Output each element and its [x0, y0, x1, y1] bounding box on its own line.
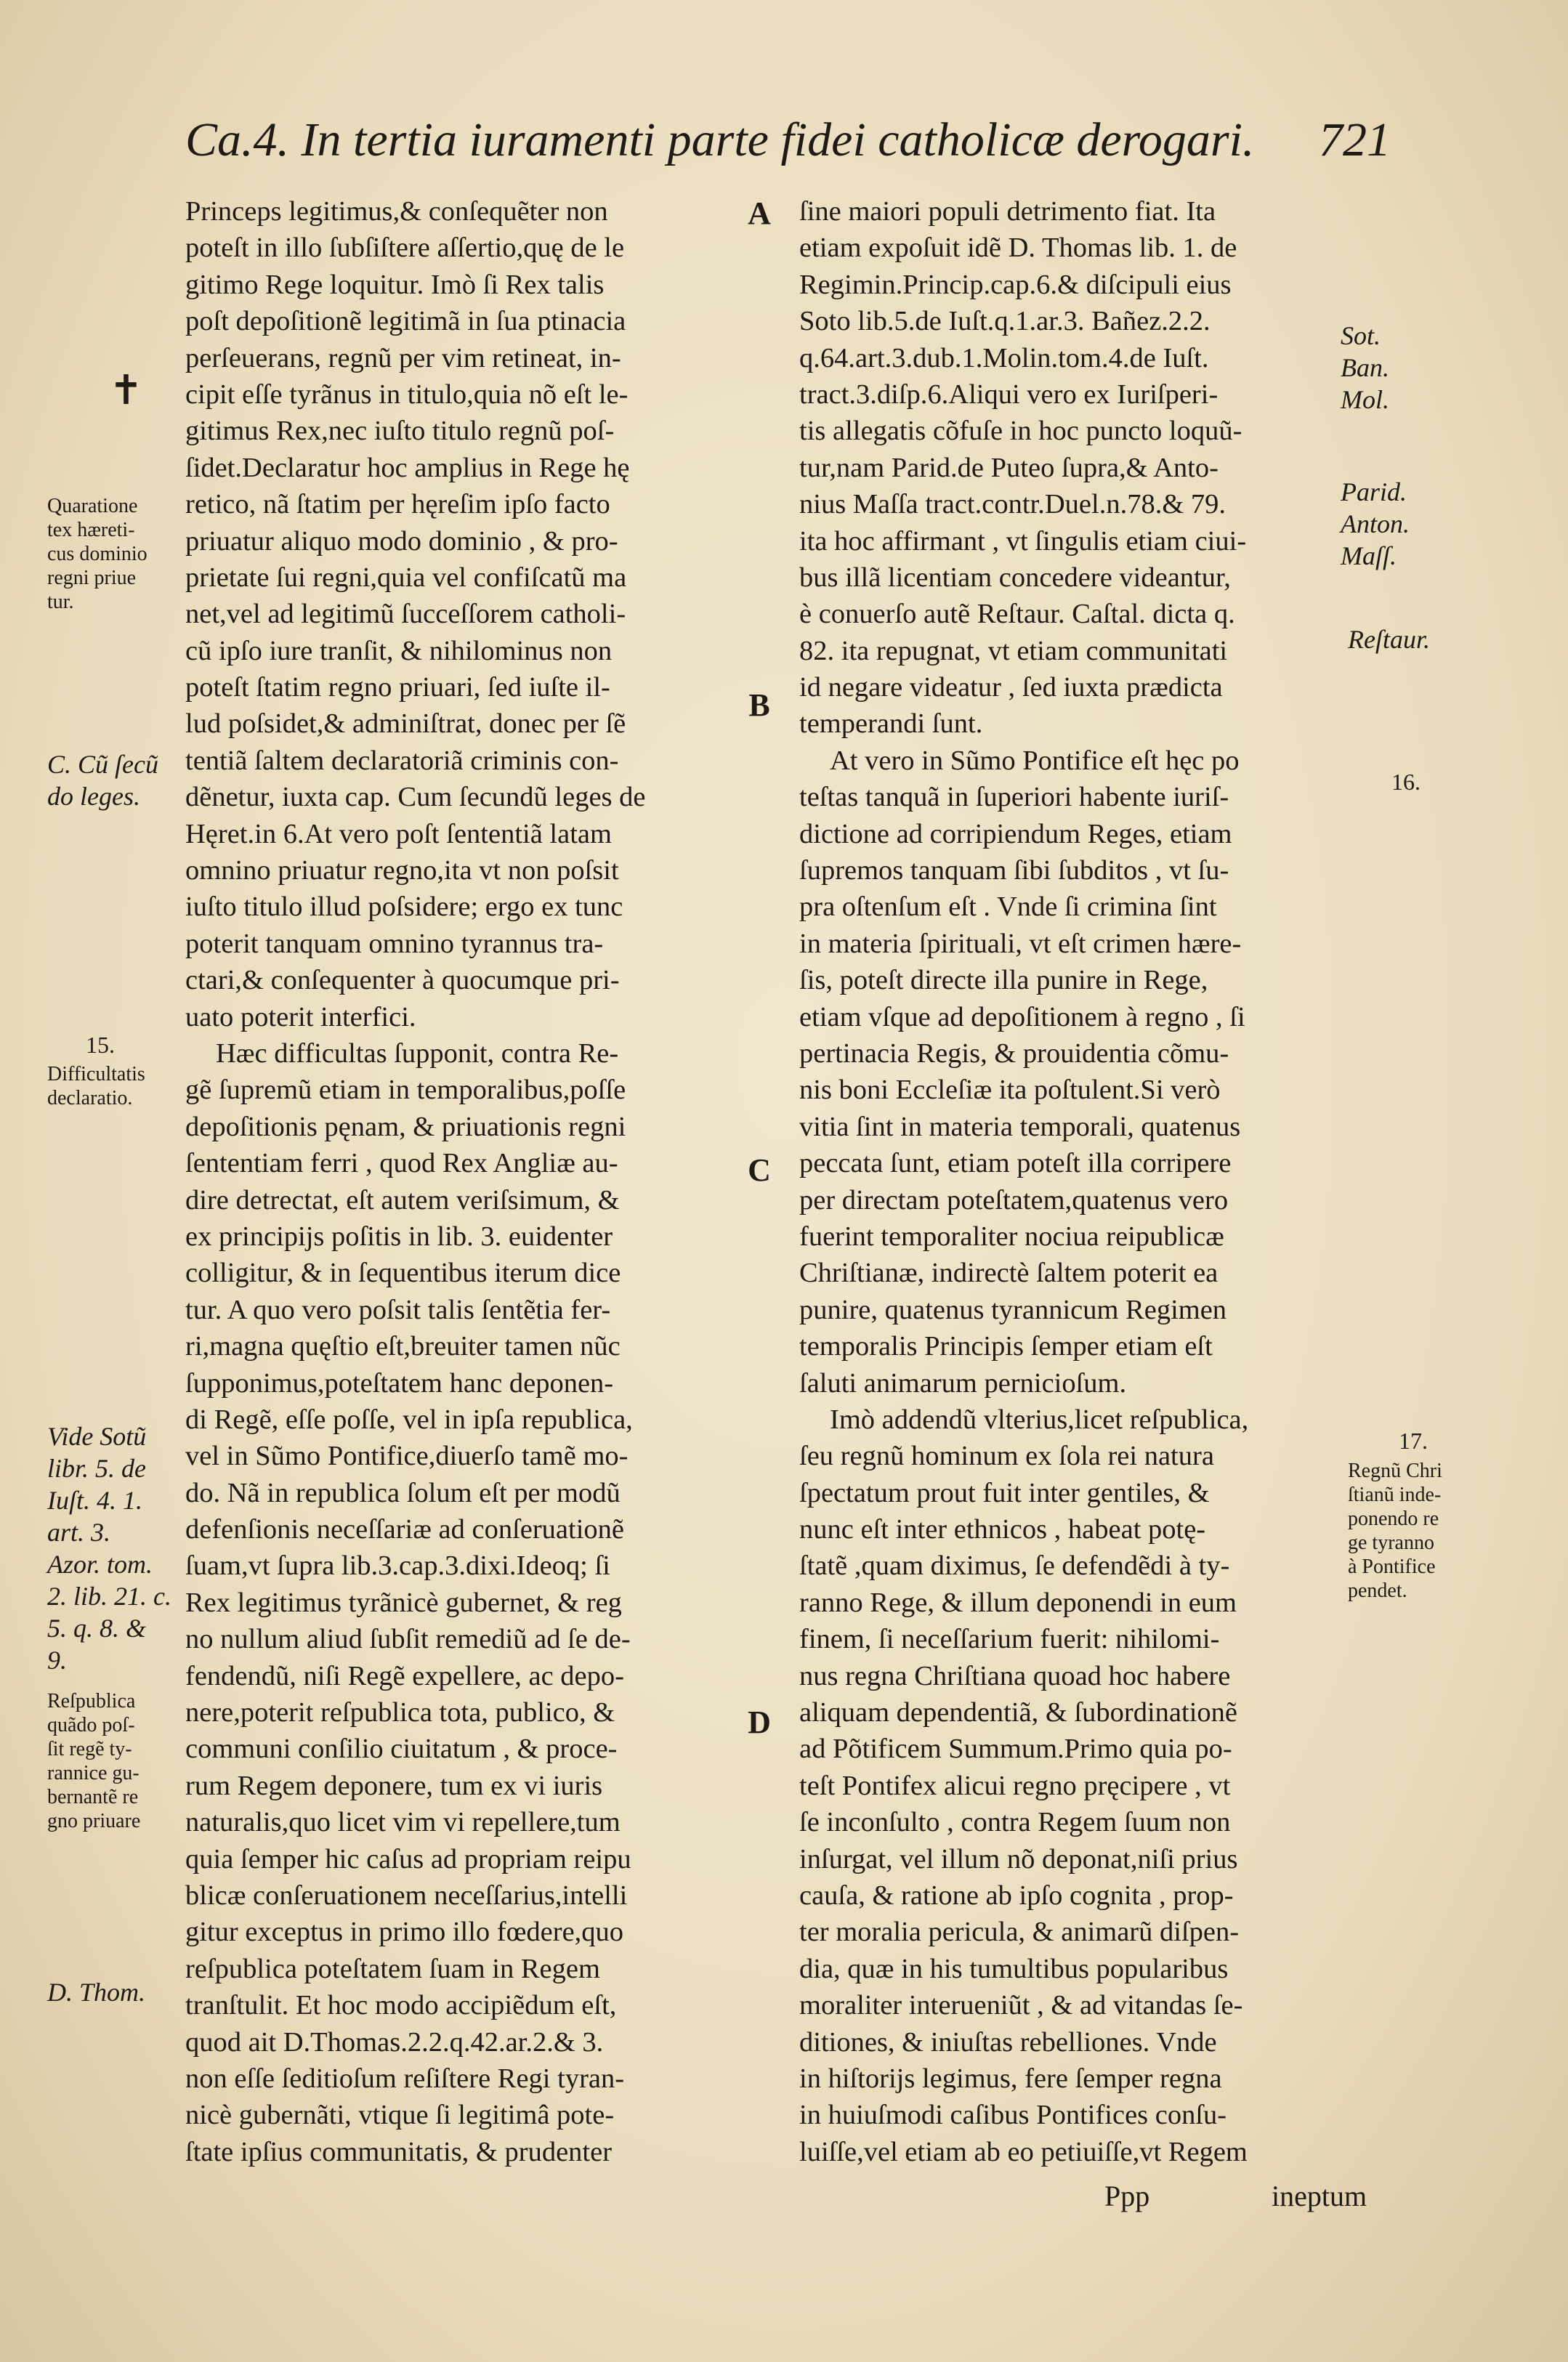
margin-note-line: ponendo re	[1348, 1508, 1439, 1530]
margin-note-line: Sot.	[1341, 321, 1381, 350]
margin-ref-thomas: D. Thom.	[47, 1978, 146, 2007]
margin-note-line: 2. lib. 21. c.	[47, 1582, 171, 1611]
margin-note-line: Parid.	[1341, 477, 1407, 506]
text-line: gitur exceptus in primo illo fœdere,quo	[185, 1917, 624, 1948]
margin-note-line: Maſſ.	[1341, 541, 1397, 570]
text-line: in huiuſmodi caſibus Pontifices conſu-	[799, 2100, 1227, 2131]
margin-refs-sot-ban-mol	[1341, 320, 1389, 416]
margin-note-line: Ban.	[1341, 353, 1389, 382]
text-line: retico, nã ſtatim per hęreſim ipſo facto	[185, 489, 610, 520]
text-line: bus illã licentiam concedere videantur,	[799, 562, 1231, 593]
text-line: At vero in Sũmo Pontifice eſt hęc po	[830, 745, 1240, 776]
text-line: pertinacia Regis, & prouidentia cõmu-	[799, 1038, 1229, 1069]
section-letter-c: C	[748, 1152, 771, 1188]
text-line: net,vel ad legitimũ ſucceſſorem catholi-	[185, 599, 626, 630]
text-line: poſt depoſitionẽ legitimã in ſua ptinacia	[185, 306, 626, 337]
text-line: uato poterit interfici.	[185, 1001, 416, 1032]
text-line: ex principijs poſitis in lib. 3. euidenter	[185, 1221, 613, 1252]
text-line: blicæ conſeruationem neceſſarius,intelli	[185, 1880, 628, 1911]
text-line: q.64.art.3.dub.1.Molin.tom.4.de Iuſt.	[799, 342, 1209, 373]
margin-note-line: quãdo poſ-	[47, 1714, 135, 1736]
text-line: ſine maiori populi detrimento fiat. Ita	[799, 196, 1216, 227]
text-line: vel in Sũmo Pontifice,diuerſo tamẽ mo-	[185, 1441, 629, 1472]
text-line: dẽnetur, iuxta cap. Cum ſecundũ leges de	[185, 782, 646, 813]
text-line: ſupponimus,poteſtatem hanc deponen-	[185, 1367, 614, 1399]
margin-note-difficultas	[47, 1062, 145, 1110]
text-line: inſurgat, vel illum nõ deponat,niſi prius	[799, 1843, 1238, 1874]
cross-mark-icon: ✝	[109, 368, 143, 413]
text-line: nere,poterit reſpublica tota, publico, &	[185, 1697, 615, 1728]
text-line: ita hoc affirmant , vt ſingulis etiam ciui-	[799, 525, 1247, 557]
text-line: ri,magna quęſtio eſt,breuiter tamen nũc	[185, 1331, 621, 1362]
section-letter-d: D	[748, 1704, 771, 1740]
margin-note-line: 9.	[47, 1646, 67, 1675]
text-line: cipit eſſe tyrãnus in titulo,quia nõ eſt le-	[185, 379, 629, 410]
text-line: ter moralia pericula, & animarũ diſpen-	[799, 1917, 1240, 1948]
text-line: punire, quatenus tyrannicum Regimen	[799, 1294, 1227, 1325]
text-line: reſpublica poteſtatem ſuam in Regem	[185, 1953, 600, 1984]
text-line: teſt Pontifex alicui regno pręcipere , vt	[799, 1770, 1231, 1801]
text-line: dictione ad corripiendum Reges, etiam	[799, 818, 1232, 849]
text-column-right	[799, 193, 1359, 2170]
text-line: aliquam dependentiã, & ſubordinationẽ	[799, 1697, 1237, 1728]
margin-note-regnum	[1348, 1459, 1442, 1603]
text-line: etiam expoſuit idẽ D. Thomas lib. 1. de	[799, 232, 1237, 264]
margin-number-17: 17.	[1399, 1428, 1428, 1454]
margin-note-line: à Pontifice	[1348, 1556, 1436, 1578]
text-line: dire detrectat, eſt autem veriſsimum, &	[185, 1184, 620, 1216]
text-line: gitimus Rex,nec iuſto titulo regnũ poſ-	[185, 416, 615, 447]
running-header	[185, 108, 1493, 173]
text-line: do. Nã in republica ſolum eſt per modũ	[185, 1477, 621, 1508]
text-line: no nullum aliud ſubſit remediũ ad ſe de-	[185, 1624, 631, 1655]
text-line: poteſt in illo ſubſiſtere aſſertio,quę de le	[185, 232, 625, 264]
text-line: quod ait D.Thomas.2.2.q.42.ar.2.& 3.	[185, 2026, 604, 2058]
text-line: id negare videatur , ſed iuxta prædicta	[799, 672, 1223, 703]
margin-note-line: Azor. tom.	[47, 1550, 153, 1579]
text-line: nis boni Eccleſiæ ita poſtulent.Si verò	[799, 1075, 1221, 1106]
text-line: tur,nam Parid.de Puteo ſupra,& Anto-	[799, 452, 1219, 483]
text-line: tis allegatis cõfuſe in hoc puncto loquũ-	[799, 416, 1242, 447]
text-line: ad Põtificem Summum.Primo quia po-	[799, 1734, 1232, 1765]
margin-note-line: Iuſt. 4. 1.	[47, 1486, 142, 1515]
margin-note-line: Difficultatis	[47, 1063, 145, 1085]
text-line: prietate ſui regni,quia vel confiſcatũ ma	[185, 562, 627, 593]
text-line: ſupremos tanquam ſibi ſubditos , vt ſu-	[799, 855, 1229, 886]
text-line: nus regna Chriſtiana quoad hoc habere	[799, 1660, 1231, 1691]
margin-note-quaratione	[47, 494, 147, 614]
text-line: pra oſtenſum eſt . Vnde ſi crimina ſint	[799, 891, 1217, 923]
text-line: peccata ſunt, etiam poteſt illa corripere	[799, 1148, 1232, 1179]
margin-note-line: Quaratione	[47, 495, 138, 517]
text-line: Imò addendũ vlterius,licet reſpublica,	[830, 1404, 1249, 1435]
text-line: Hęret.in 6.At vero poſt ſententiã latam	[185, 818, 612, 849]
text-line: tranſtulit. Et hoc modo accipiẽdum eſt,	[185, 1990, 617, 2021]
margin-note-line: bernantẽ re	[47, 1786, 139, 1808]
signature-mark: Ppp	[1104, 2180, 1150, 2212]
margin-note-line: regni priue	[47, 567, 137, 589]
text-line: Regimin.Princip.cap.6.& diſcipuli eius	[799, 269, 1232, 300]
text-line: gẽ ſupremũ etiam in temporalibus,poſſe	[185, 1075, 626, 1106]
text-line: dia, quæ in his tumultibus popularibus	[799, 1953, 1229, 1984]
margin-number-16: 16.	[1391, 769, 1421, 795]
margin-number-15: 15.	[86, 1032, 115, 1058]
margin-note-line: Vide Sotũ	[47, 1422, 147, 1451]
margin-note-line: gno priuare	[47, 1810, 141, 1832]
section-letter-a: A	[748, 195, 771, 231]
text-line: ctari,& conſequenter à quocumque pri-	[185, 965, 620, 996]
text-line: lud poſsidet,& adminiſtrat, donec per ſẽ	[185, 708, 626, 740]
text-line: poteſt ſtatim regno priuari, ſed iuſte il-	[185, 672, 610, 703]
margin-note-line: ſtianũ inde-	[1348, 1484, 1442, 1506]
page-number: 721	[1319, 113, 1391, 166]
text-line: ſpectatum prout fuit inter gentiles, &	[799, 1477, 1210, 1508]
text-line: nius Maſſa tract.contr.Duel.n.78.& 79.	[799, 489, 1226, 520]
text-line: ſaluti animarum pernicioſum.	[799, 1367, 1127, 1399]
text-line: ſe inconſulto , contra Regem ſuum non	[799, 1807, 1231, 1838]
margin-note-line: pendet.	[1348, 1580, 1407, 1602]
margin-note-line: cus dominio	[47, 543, 147, 565]
margin-ref-soto-azor	[47, 1420, 171, 1676]
text-line: in hiſtorijs legimus, fere ſemper regna	[799, 2063, 1222, 2094]
margin-note-line: Anton.	[1341, 509, 1410, 538]
text-line: quia ſemper hic caſus ad propriam reipu	[185, 1843, 631, 1874]
margin-note-line: do leges.	[47, 782, 140, 811]
margin-ref-restaur: Reſtaur.	[1348, 625, 1430, 654]
text-line: ſidet.Declaratur hoc amplius in Rege hę	[185, 452, 630, 483]
text-line: priuatur aliquo modo dominio , & pro-	[185, 525, 618, 557]
text-line: finem, ſi neceſſarium fuerit: nihilomi-	[799, 1624, 1220, 1655]
text-line: rum Regem deponere, tum ex vi iuris	[185, 1770, 603, 1801]
text-line: perſeuerans, regnũ per vim retineat, in-	[185, 342, 621, 373]
section-letter-b: B	[748, 687, 770, 723]
text-line: ſtate ipſius communitatis, & prudenter	[185, 2136, 613, 2167]
margin-note-line: libr. 5. de	[47, 1454, 147, 1483]
text-line: temporalis Principis ſemper etiam eſt	[799, 1331, 1213, 1362]
text-line: ſententiam ferri , quod Rex Angliæ au-	[185, 1148, 618, 1179]
text-line: tur. A quo vero poſsit talis ſentẽtia fer-	[185, 1294, 611, 1325]
text-line: è conuerſo autẽ Reſtaur. Caſtal. dicta q.	[799, 599, 1235, 630]
text-line: 82. ita repugnat, vt etiam communitati	[799, 635, 1228, 666]
text-line: tract.3.diſp.6.Aliqui vero ex Iuriſperi-	[799, 379, 1219, 410]
text-line: Hæc difficultas ſupponit, contra Re-	[216, 1038, 619, 1069]
text-line: gitimo Rege loquitur. Imò ſi Rex talis	[185, 269, 605, 300]
margin-note-line: 5. q. 8. &	[47, 1614, 147, 1643]
text-line: ſtatẽ ,quam diximus, ſe defendẽdi à ty-	[799, 1550, 1230, 1582]
margin-refs-parid-anton-mass	[1341, 476, 1410, 572]
text-line: ſeu regnũ hominum ex ſola rei natura	[799, 1441, 1214, 1472]
margin-ref-cap	[47, 748, 158, 812]
margin-note-line: ſit regẽ ty-	[47, 1738, 132, 1760]
running-title: Ca.4. In tertia iuramenti parte fidei catholicæ derogari.	[185, 113, 1255, 166]
text-line: colligitur, & in ſequentibus iterum dice	[185, 1258, 621, 1289]
text-line: luiſſe,vel etiam ab eo petiuiſſe,vt Regem	[799, 2136, 1248, 2167]
text-line: ranno Rege, & illum deponendi in eum	[799, 1587, 1237, 1618]
catchword: ineptum	[1272, 2180, 1367, 2212]
text-line: depoſitionis pęnam, & priuationis regni	[185, 1111, 626, 1142]
text-line: Chriſtianæ, indirectè ſaltem poterit ea	[799, 1258, 1219, 1289]
margin-note-line: rannice gu-	[47, 1762, 140, 1784]
margin-note-line: declaratio.	[47, 1087, 133, 1109]
text-line: omnino priuatur regno,ita vt non poſsit	[185, 855, 619, 886]
text-line: nunc eſt inter ethnicos , habeat potę-	[799, 1514, 1206, 1545]
margin-note-line: Reſpublica	[47, 1690, 136, 1712]
text-line: communi conſilio ciuitatum , & proce-	[185, 1734, 618, 1765]
text-line: temperandi ſunt.	[799, 708, 983, 740]
text-line: ditiones, & iniuſtas rebelliones. Vnde	[799, 2026, 1217, 2058]
text-line: cũ ipſo iure tranſit, & nihilominus non	[185, 635, 613, 666]
text-line: non eſſe ſeditioſum reſiſtere Regi tyran-	[185, 2063, 625, 2094]
text-line: tentiã ſaltem declaratoriã criminis con-	[185, 745, 619, 776]
text-line: iuſto titulo illud poſsidere; ergo ex tunc	[185, 891, 623, 923]
margin-note-line: Regnũ Chri	[1348, 1460, 1442, 1482]
text-line: cauſa, & ratione ab ipſo cognita , prop-	[799, 1880, 1234, 1911]
margin-note-respublica	[47, 1689, 140, 1833]
text-line: fuerint temporaliter nociua reipublicæ	[799, 1221, 1224, 1252]
text-line: in materia ſpirituali, vt eſt crimen hære-	[799, 928, 1242, 959]
text-column-left	[185, 193, 745, 2170]
text-line: per directam poteſtatem,quatenus vero	[799, 1184, 1229, 1216]
text-line: Princeps legitimus,& conſequẽter non	[185, 196, 608, 227]
text-line: nicè gubernãti, vtique ſi legitimâ pote-	[185, 2100, 615, 2131]
text-line: defenſionis neceſſariæ ad conſeruationẽ	[185, 1514, 624, 1545]
text-line: naturalis,quo licet vim vi repellere,tum	[185, 1807, 621, 1838]
text-line: etiam vſque ad depoſitionem à regno , ſi	[799, 1001, 1245, 1032]
margin-note-line: art. 3.	[47, 1518, 111, 1547]
text-line: poterit tanquam omnino tyrannus tra-	[185, 928, 604, 959]
margin-note-line: ge tyranno	[1348, 1532, 1434, 1554]
text-line: teſtas tanquã in ſuperiori habente iuriſ-	[799, 782, 1229, 813]
text-line: ſis, poteſt directe illa punire in Rege,	[799, 965, 1208, 996]
text-line: fendendũ, niſi Regẽ expellere, ac depo-	[185, 1660, 624, 1691]
text-line: vitia ſint in materia temporali, quatenus	[799, 1111, 1241, 1142]
text-line: moraliter interueniũt , & ad vitandas ſe-	[799, 1990, 1243, 2021]
text-line: Rex legitimus tyrãnicè gubernet, & reg	[185, 1587, 622, 1618]
margin-note-line: Mol.	[1341, 385, 1389, 414]
margin-note-line: tur.	[47, 591, 74, 613]
margin-note-line: tex hæreti-	[47, 519, 135, 541]
margin-note-line: C. Cũ ſecũ	[47, 750, 158, 779]
text-line: ſuam,vt ſupra lib.3.cap.3.dixi.Ideoq; ſi	[185, 1550, 610, 1582]
text-line: Soto lib.5.de Iuſt.q.1.ar.3. Bañez.2.2.	[799, 306, 1211, 337]
text-line: di Regẽ, eſſe poſſe, vel in ipſa republica,	[185, 1404, 633, 1435]
